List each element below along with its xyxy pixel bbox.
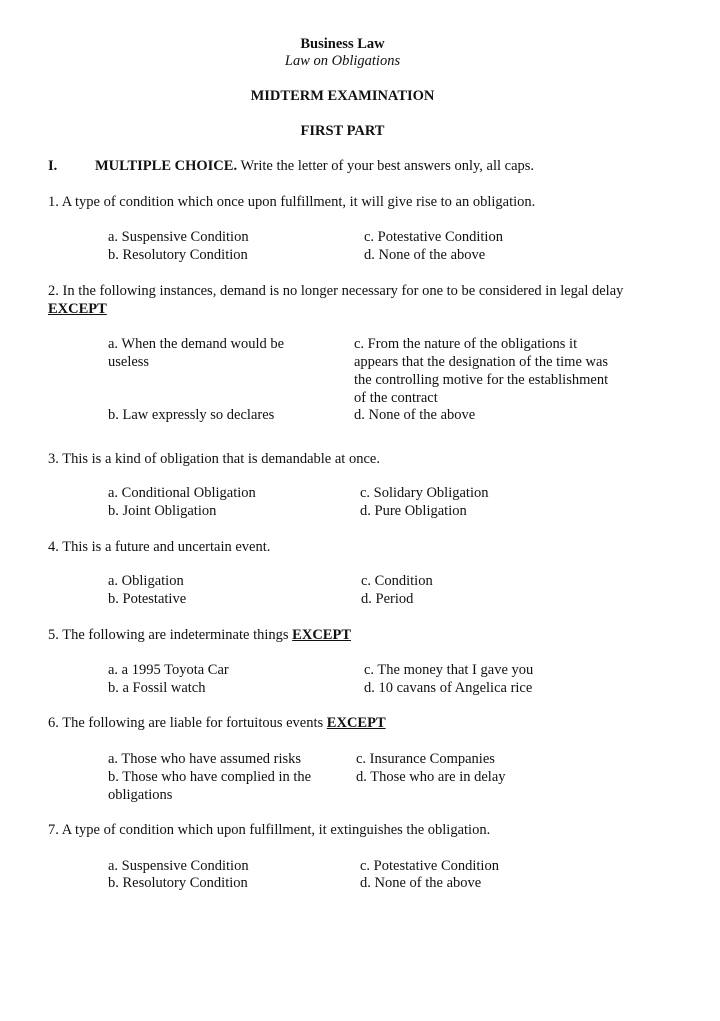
question-1 bbox=[48, 193, 648, 211]
option-b[interactable]: b. Resolutory Condition bbox=[108, 247, 248, 263]
option-b[interactable]: b. Potestative bbox=[108, 591, 187, 607]
section-numeral: I. bbox=[48, 158, 58, 174]
course-subtitle: Law on Obligations bbox=[284, 53, 401, 69]
question-5 bbox=[48, 626, 648, 644]
except-emphasis: EXCEPT bbox=[292, 627, 351, 643]
section-heading bbox=[48, 157, 678, 175]
option-d[interactable]: d. None of the above bbox=[364, 247, 486, 263]
option-a[interactable]: a. Obligation bbox=[108, 573, 184, 589]
section-title: MULTIPLE CHOICE. bbox=[95, 158, 238, 174]
option-d[interactable]: d. Pure Obligation bbox=[360, 503, 467, 519]
option-c[interactable]: c. Insurance Companies bbox=[356, 751, 495, 767]
question-2 bbox=[48, 282, 648, 318]
option-c[interactable]: c. Condition bbox=[361, 573, 433, 589]
option-a[interactable]: a. Those who have assumed risks bbox=[108, 751, 302, 767]
question-text: 4. This is a future and uncertain event. bbox=[48, 539, 271, 555]
course-title: Business Law bbox=[300, 36, 385, 52]
question-4 bbox=[48, 538, 648, 556]
option-c[interactable]: c. Potestative Condition bbox=[364, 229, 503, 245]
question-text: 5. The following are indeterminate things bbox=[48, 627, 293, 643]
option-a[interactable]: a. Suspensive Condition bbox=[108, 858, 249, 874]
section-instruction: Write the letter of your best answers only, all caps. bbox=[237, 158, 535, 174]
option-d[interactable]: d. None of the above bbox=[354, 407, 476, 423]
option-c[interactable]: c. From the nature of the obligations it appears that the designation of the time was the controlling motive for the establishment of the contract bbox=[354, 336, 609, 406]
question-text: 6. The following are liable for fortuitous events bbox=[48, 715, 327, 731]
question-3 bbox=[48, 450, 648, 468]
except-emphasis: EXCEPT bbox=[48, 301, 107, 317]
option-b[interactable]: b. Joint Obligation bbox=[108, 503, 217, 519]
except-emphasis: EXCEPT bbox=[326, 715, 386, 731]
option-a[interactable]: a. When the demand would be useless bbox=[108, 336, 285, 370]
question-6 bbox=[48, 714, 648, 732]
option-b[interactable]: b. Those who have complied in the obligations bbox=[108, 769, 312, 803]
option-d[interactable]: d. Those who are in delay bbox=[356, 769, 506, 785]
option-d[interactable]: d. None of the above bbox=[360, 875, 482, 891]
exam-title: MIDTERM EXAMINATION bbox=[250, 88, 435, 104]
option-b[interactable]: b. Resolutory Condition bbox=[108, 875, 248, 891]
option-d[interactable]: d. 10 cavans of Angelica rice bbox=[364, 680, 533, 696]
option-c[interactable]: c. Potestative Condition bbox=[360, 858, 499, 874]
option-c[interactable]: c. Solidary Obligation bbox=[360, 485, 489, 501]
option-b[interactable]: b. a Fossil watch bbox=[108, 680, 206, 696]
question-text: 3. This is a kind of obligation that is demandable at once. bbox=[48, 451, 380, 467]
option-d[interactable]: d. Period bbox=[361, 591, 414, 607]
option-c[interactable]: c. The money that I gave you bbox=[364, 662, 534, 678]
option-a[interactable]: a. Suspensive Condition bbox=[108, 229, 249, 245]
question-text: 1. A type of condition which once upon fulfillment, it will give rise to an obligation. bbox=[48, 194, 536, 210]
question-text: 7. A type of condition which upon fulfillment, it extinguishes the obligation. bbox=[48, 822, 491, 838]
question-text: 2. In the following instances, demand is no longer necessary for one to be considered in legal delay bbox=[48, 283, 624, 299]
option-b[interactable]: b. Law expressly so declares bbox=[108, 407, 275, 423]
option-a[interactable]: a. Conditional Obligation bbox=[108, 485, 256, 501]
question-7 bbox=[48, 821, 648, 839]
part-title: FIRST PART bbox=[300, 123, 385, 139]
option-a[interactable]: a. a 1995 Toyota Car bbox=[108, 662, 229, 678]
